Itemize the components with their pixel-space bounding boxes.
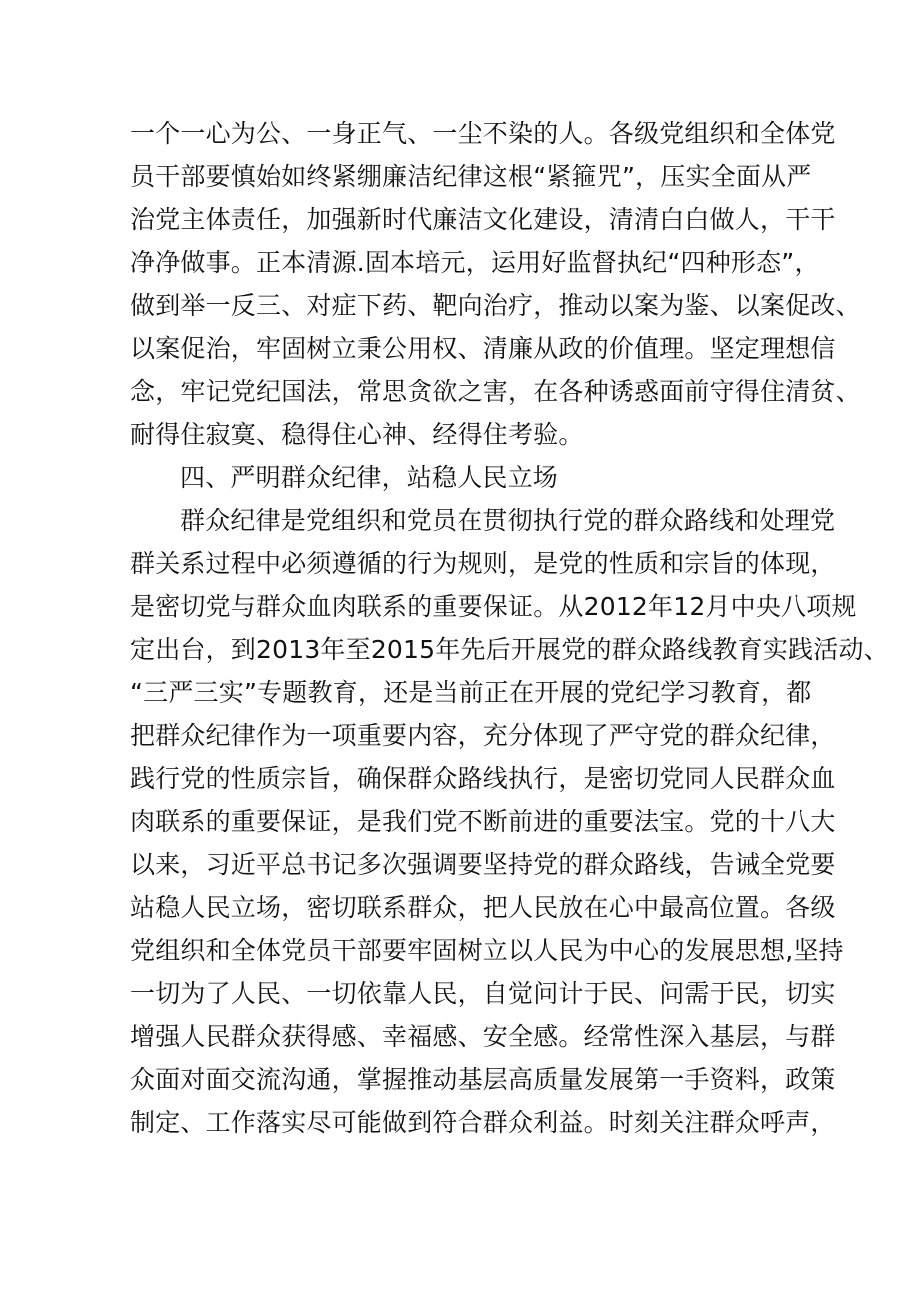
text-line: 以案促治，牢固树立秉公用权、清廉从政的价值理。坚定理想信 [130, 334, 836, 363]
text-line: 制定、工作落实尽可能做到符合群众利益。时刻关注群众呼声， [130, 1108, 836, 1137]
text-line: 群众纪律是党组织和党员在贯彻执行党的群众路线和处理党 [180, 506, 836, 535]
text-line: 员干部要慎始如终紧绷廉洁纪律这根“紧箍咒”，压实全面从严 [130, 162, 812, 191]
text-line: 肉联系的重要保证，是我们党不断前进的重要法宝。党的十八大 [130, 807, 836, 836]
text-line: 净净做事。正本清源.固本培元，运用好监督执纪“四种形态”， [130, 248, 820, 277]
text-line: 站稳人民立场，密切联系群众，把人民放在心中最高位置。各级 [130, 893, 836, 922]
text-line: “三严三实”专题教育，还是当前正在开展的党纪学习教育，都 [130, 678, 812, 707]
text-line: 是密切党与群众血肉联系的重要保证。从2012年12月中央八项规 [130, 592, 857, 621]
text-line: 做到举一反三、对症下药、靶向治疗，推动以案为鉴、以案促改、 [130, 291, 861, 320]
text-line: 增强人民群众获得感、幸福感、安全感。经常性深入基层，与群 [130, 1022, 836, 1051]
text-line: 众面对面交流沟通，掌握推动基层高质量发展第一手资料，政策 [130, 1065, 836, 1094]
text-line: 定出台，到2013年至2015年先后开展党的群众路线教育实践活动、 [130, 635, 889, 664]
text-line: 治党主体责任，加强新时代廉洁文化建设，清清白白做人，干干 [130, 205, 836, 234]
text-line: 践行党的性质宗旨，确保群众路线执行，是密切党同人民群众血 [130, 764, 836, 793]
text-line: 把群众纪律作为一项重要内容，充分体现了严守党的群众纪律， [130, 721, 836, 750]
text-line: 耐得住寂寞、稳得住心神、经得住考验。 [130, 420, 584, 449]
text-line: 群关系过程中必须遵循的行为规则，是党的性质和宗旨的体现， [130, 549, 836, 578]
text-line: 一个一心为公、一身正气、一尘不染的人。各级党组织和全体党 [130, 119, 836, 148]
text-line: 党组织和全体党员干部要牢固树立以人民为中心的发展思想,坚持 [130, 936, 844, 965]
paragraph-2 [130, 499, 889, 1144]
section-heading: 四、严明群众纪律，站稳人民立场 [180, 463, 559, 492]
text-line: 一切为了人民、一切依靠人民，自觉问计于民、问需于民，切实 [130, 979, 836, 1008]
document-body [130, 112, 889, 1144]
paragraph-1 [130, 112, 861, 456]
text-line: 以来，习近平总书记多次强调要坚持党的群众路线，告诫全党要 [130, 850, 836, 879]
text-line: 念，牢记党纪国法，常思贪欲之害，在各种诱惑面前守得住清贫、 [130, 377, 861, 406]
